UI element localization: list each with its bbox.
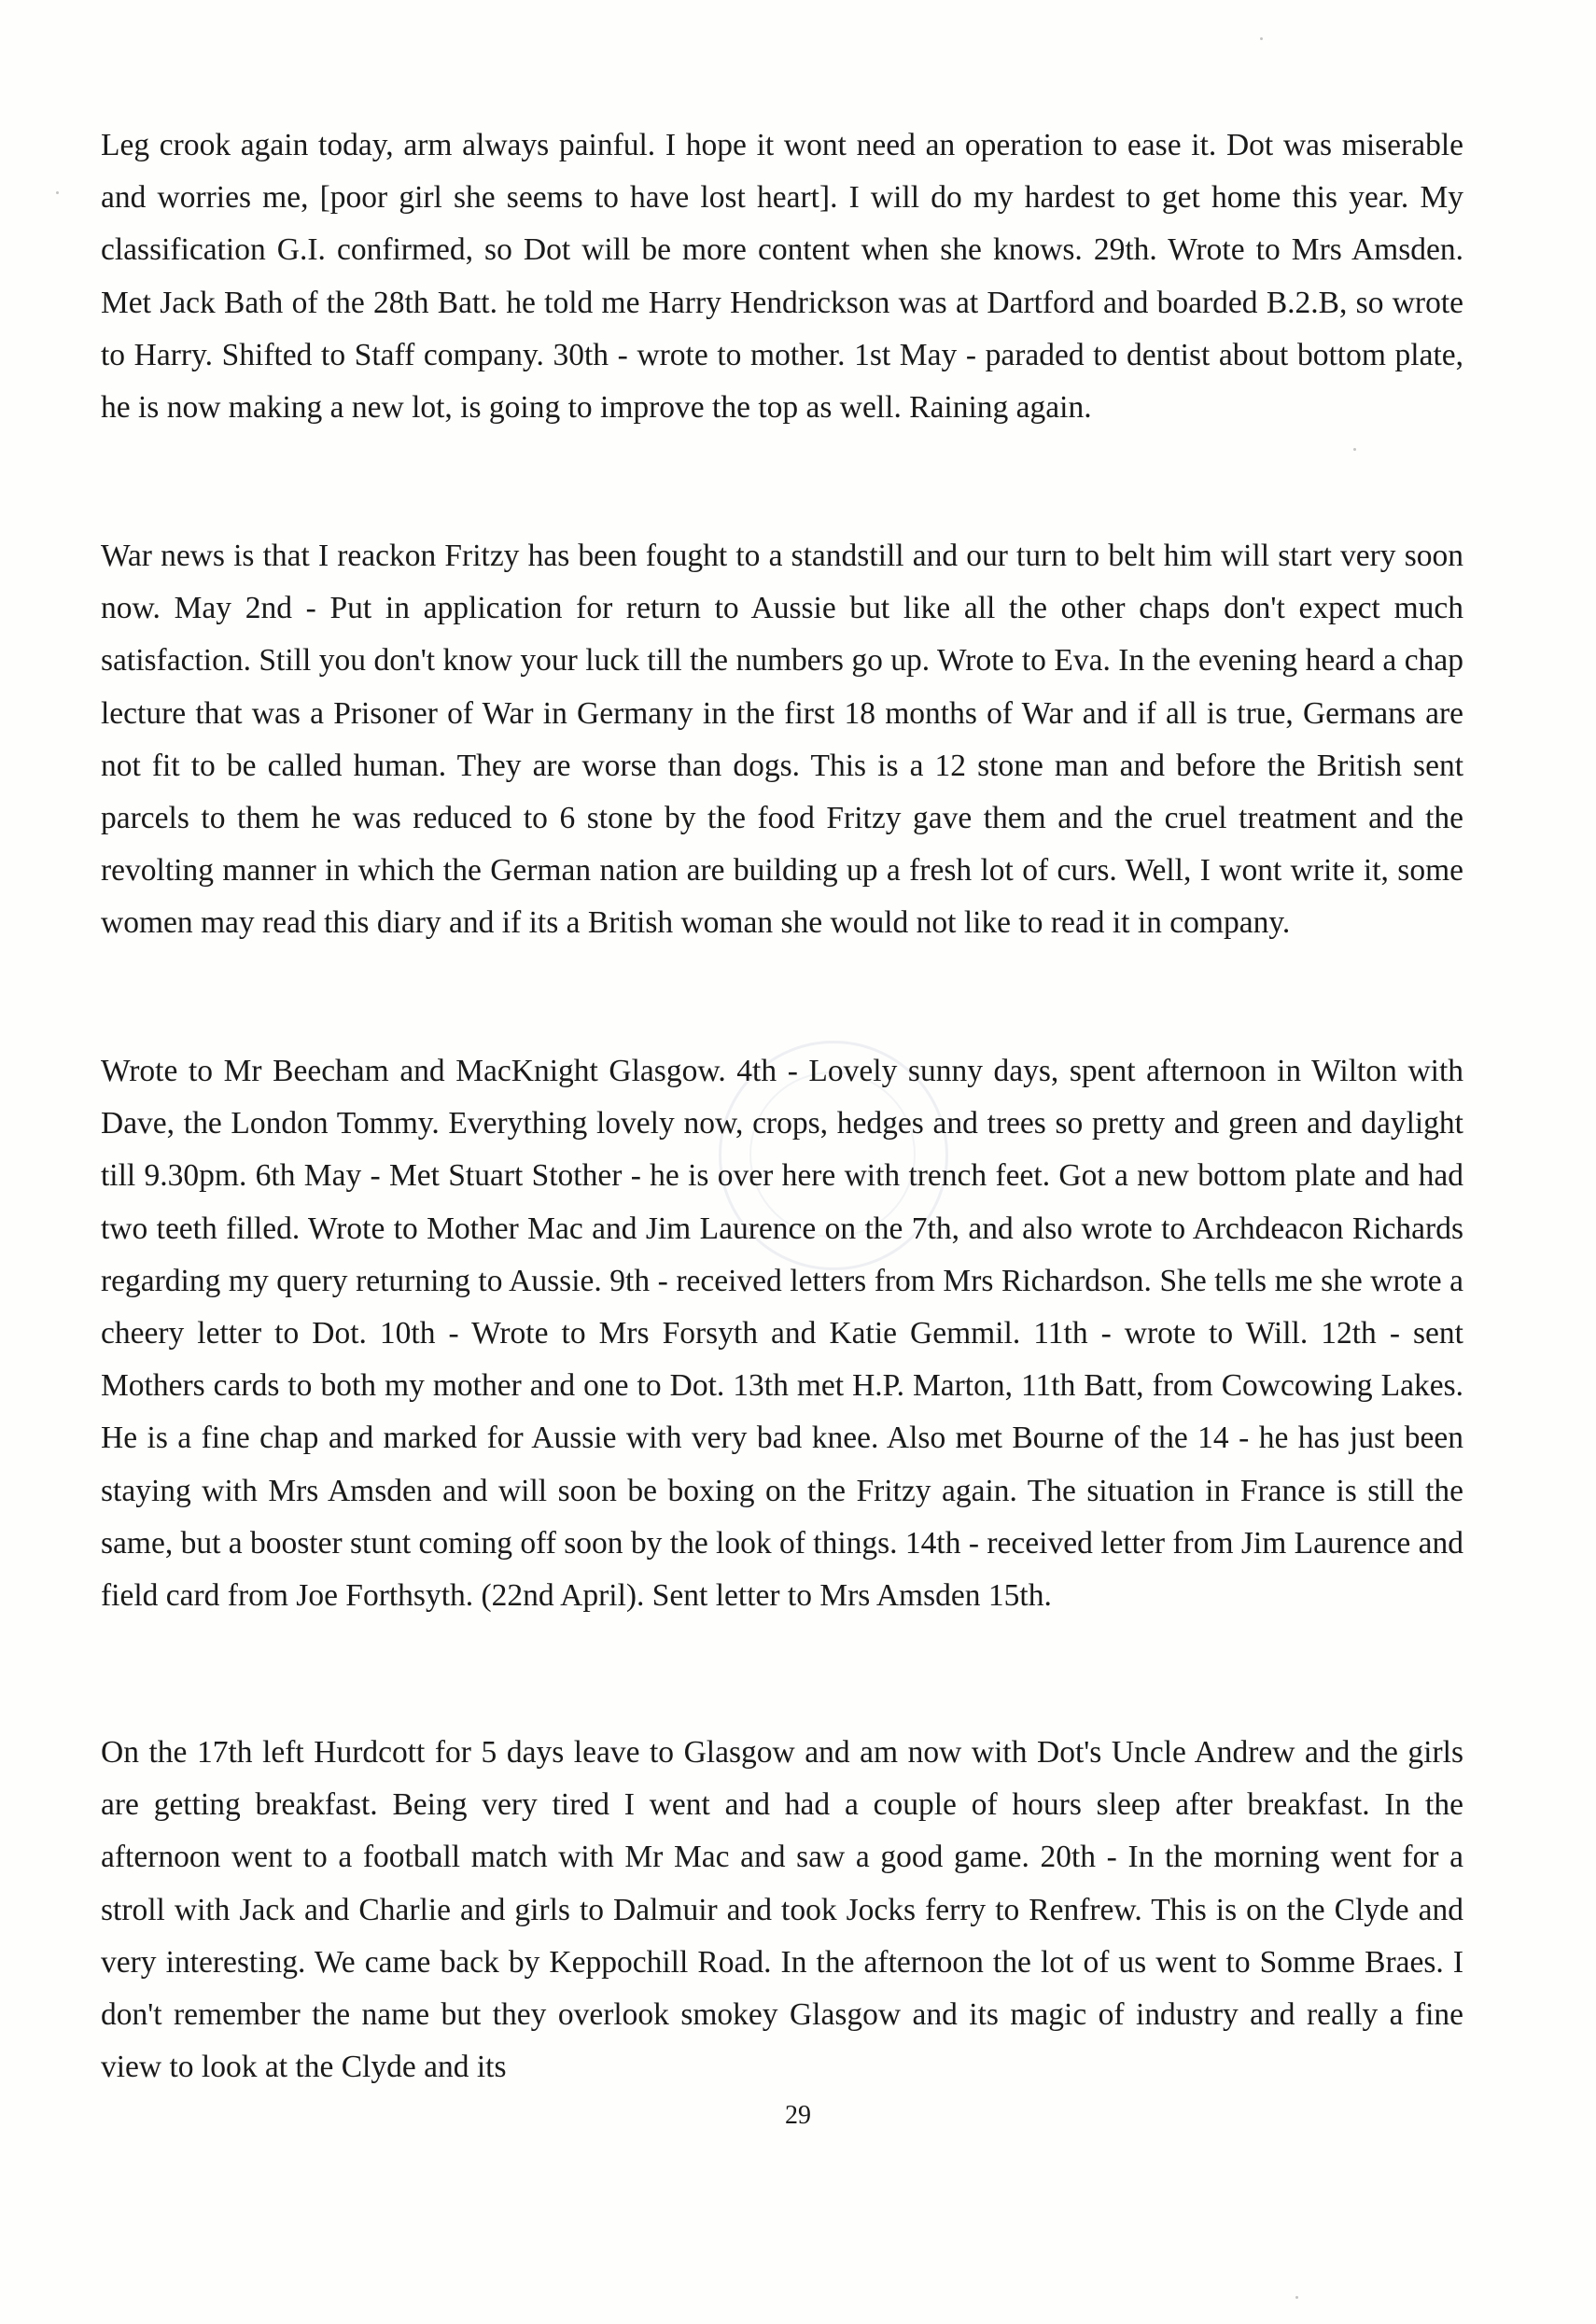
page-number: 29	[785, 2101, 811, 2130]
paper-speck	[1295, 2296, 1298, 2299]
paragraph-text: War news is that I reackon Fritzy has been fought to a standstill and our turn to belt him will start very soon now. May 2nd - Put in application for return to Aussie but like all the other chaps don't expect much satisfaction. Still you don't know your luck till the numbers go up. Wrote to Eva. In the evening heard a chap lecture that was a Prisoner of War in Germany in the first 18 months of War and if all is true, Germans are not fit to be called human. They are worse than dogs. This is a 12 stone man and before the British sent parcels to them he was reduced to 6 stone by the food Fritzy gave them and the cruel treatment and the revolting manner in which the German nation are building up a fresh lot of curs. Well, I wont write it, some women may read this diary and if its a British woman she would not like to read it in company.	[101, 539, 1463, 941]
paragraph-text: Leg crook again today, arm always painful. I hope it wont need an operation to ease it. Dot was miserable and worries me, [poor girl she seems to have lost heart]. I will do my hardest to get home this year. My classification G.I. confirmed, so Dot will be more content when she knows. 29th. Wrote to Mrs Amsden. Met Jack Bath of the 28th Batt. he told me Harry Hendrickson was at Dartford and boarded B.2.B, so wrote to Harry. Shifted to Staff company. 30th - wrote to mother. 1st May - paraded to dentist about bottom plate, he is now making a new lot, is going to improve the top as well. Raining again.	[101, 128, 1463, 426]
diary-paragraph-2	[101, 530, 1463, 950]
paper-speck	[56, 191, 59, 194]
paragraph-text: Wrote to Mr Beecham and MacKnight Glasgow. 4th - Lovely sunny days, spent afternoon in Wilton with Dave, the London Tommy. Everything lovely now, crops, hedges and trees so pretty and green and daylight till 9.30pm. 6th May - Met Stuart Stother - he is over here with trench feet. Got a new bottom plate and had two teeth filled. Wrote to Mother Mac and Jim Laurence on the 7th, and also wrote to Archdeacon Richards regarding my query returning to Aussie. 9th - received letters from Mrs Richardson. She tells me she wrote a cheery letter to Dot. 10th - Wrote to Mrs Forsyth and Katie Gemmil. 11th - wrote to Will. 12th - sent Mothers cards to both my mother and one to Dot. 13th met H.P. Marton, 11th Batt, from Cowcowing Lakes. He is a fine chap and marked for Aussie with very bad knee. Also met Bourne of the 14 - he has just been staying with Mrs Amsden and will soon be boxing on the Fritzy again. The situation in France is still the same, but a booster stunt coming off soon by the look of things. 14th - received letter from Jim Laurence and field card from Joe Forthsyth. (22nd April). Sent letter to Mrs Amsden 15th.	[101, 1054, 1463, 1614]
diary-paragraph-4	[101, 1727, 1463, 2093]
paragraph-text: On the 17th left Hurdcott for 5 days leave to Glasgow and am now with Dot's Uncle Andrew and the girls are getting breakfast. Being very tired I went and had a couple of hours sleep after breakfast. In the afternoon went to a football match with Mr Mac and saw a good game. 20th - In the morning went for a stroll with Jack and Charlie and girls to Dalmuir and took Jocks ferry to Renfrew. This is on the Clyde and very interesting. We came back by Keppochill Road. In the afternoon the lot of us went to Somme Braes. I don't remember the name but they overlook smokey Glasgow and its magic of industry and really a fine view to look at the Clyde and its	[101, 1735, 1463, 2085]
paper-speck	[1260, 37, 1263, 40]
paper-speck	[1353, 448, 1356, 451]
diary-paragraph-1	[101, 119, 1463, 434]
diary-paragraph-3	[101, 1045, 1463, 1622]
